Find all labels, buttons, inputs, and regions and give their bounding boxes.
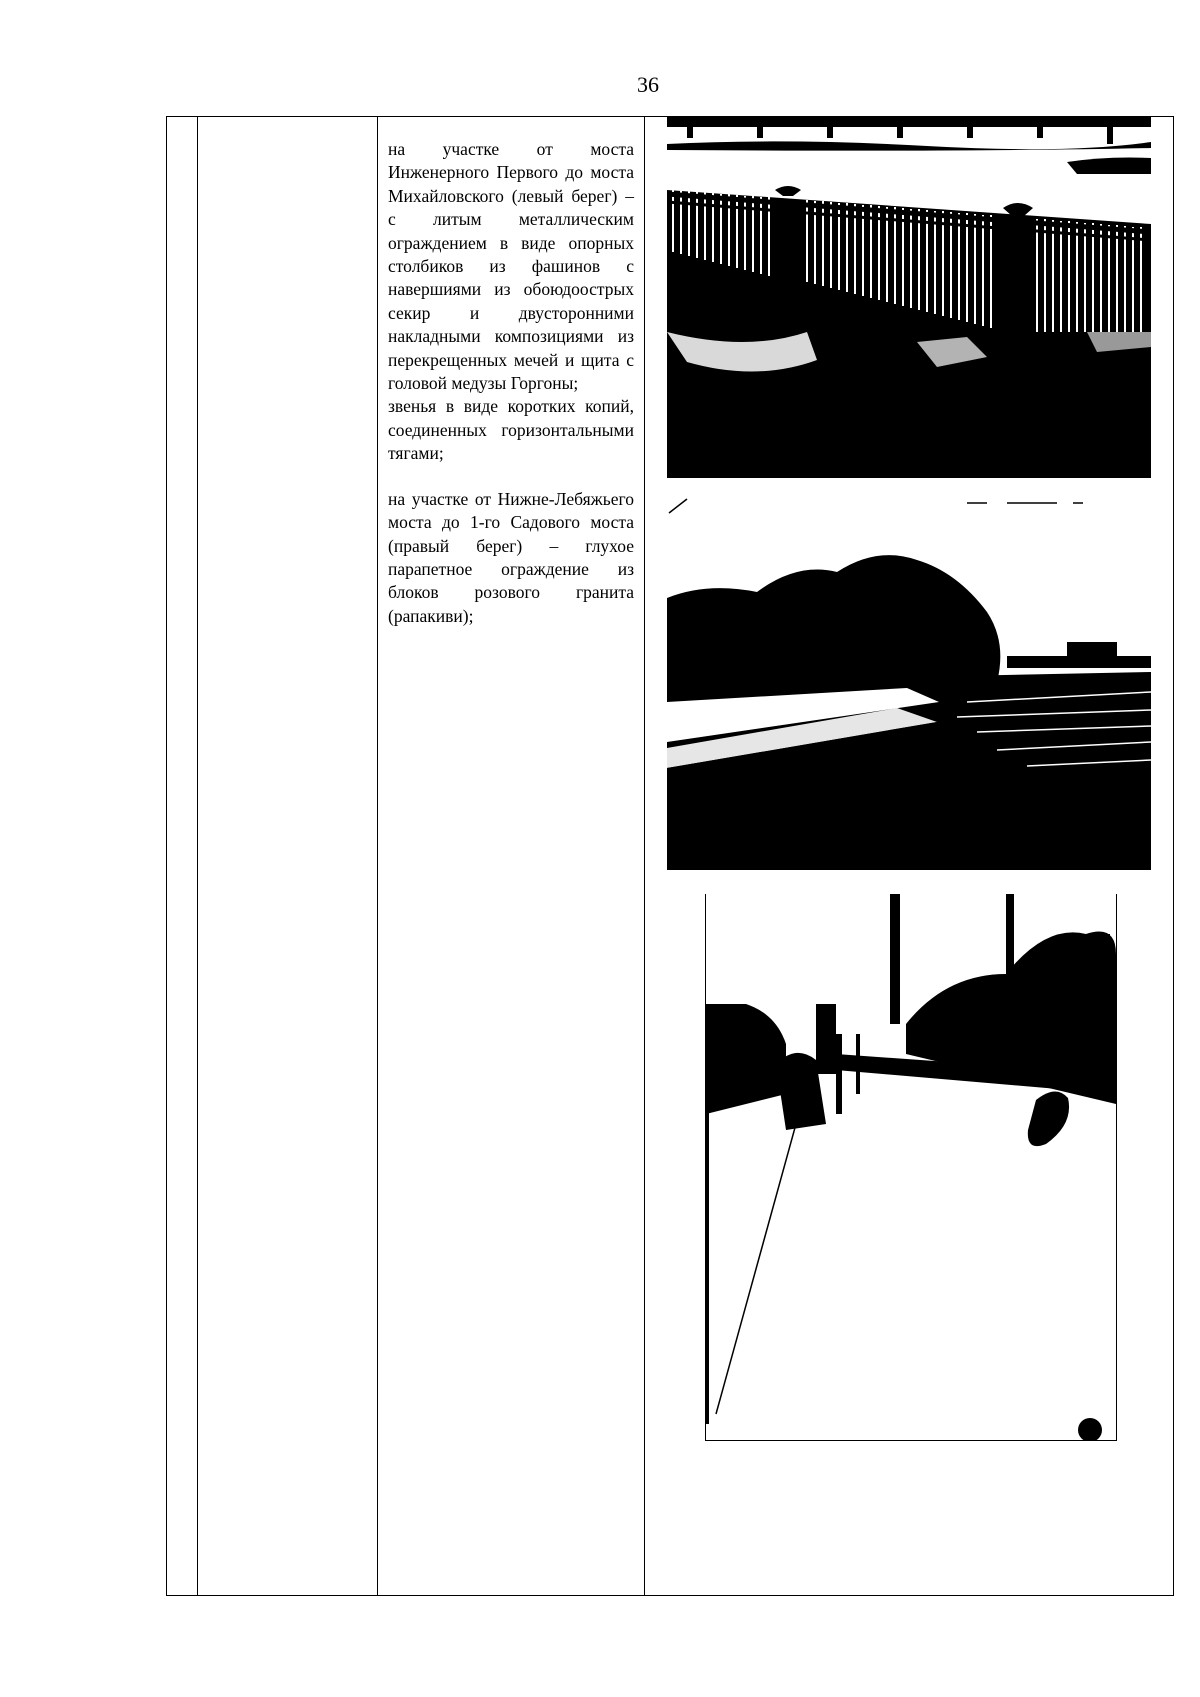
column-divider-2 xyxy=(377,116,378,1596)
table-right-border xyxy=(1173,116,1174,1596)
description-paragraph-1: на участке от моста Инженерного Первого до моста Михайловского (левый берег) – с литым металлическим ограждением в виде опорных столбиков из фашинов с навершиями из обоюдоострых секир и двусторонними накладными композициями из перекрещенных мечей и щита с головой медузы Горгоны; xyxy=(388,139,634,394)
description-cell xyxy=(388,138,634,628)
description-paragraph-3: на участке от Нижне-Лебяжьего моста до 1-го Садового моста (правый берег) – глухое парапетное ограждение из блоков розового гранита (рапакиви); xyxy=(388,488,634,626)
page-number: 36 xyxy=(637,72,659,97)
description-paragraph-2: звенья в виде коротких копий, соединенных горизонтальными тягами; xyxy=(388,396,634,464)
column-divider-3 xyxy=(644,116,645,1596)
photo-strip-top xyxy=(667,116,1151,174)
column-divider-1 xyxy=(197,116,198,1596)
photo-granite-embankment xyxy=(667,552,1151,870)
scan-marks xyxy=(667,489,1151,517)
photo-fence xyxy=(667,182,1151,478)
table-bottom-border xyxy=(166,1595,1174,1596)
document-table xyxy=(166,116,1174,1596)
photo-embankment-walkway xyxy=(705,894,1117,1441)
table-left-border xyxy=(166,116,167,1596)
